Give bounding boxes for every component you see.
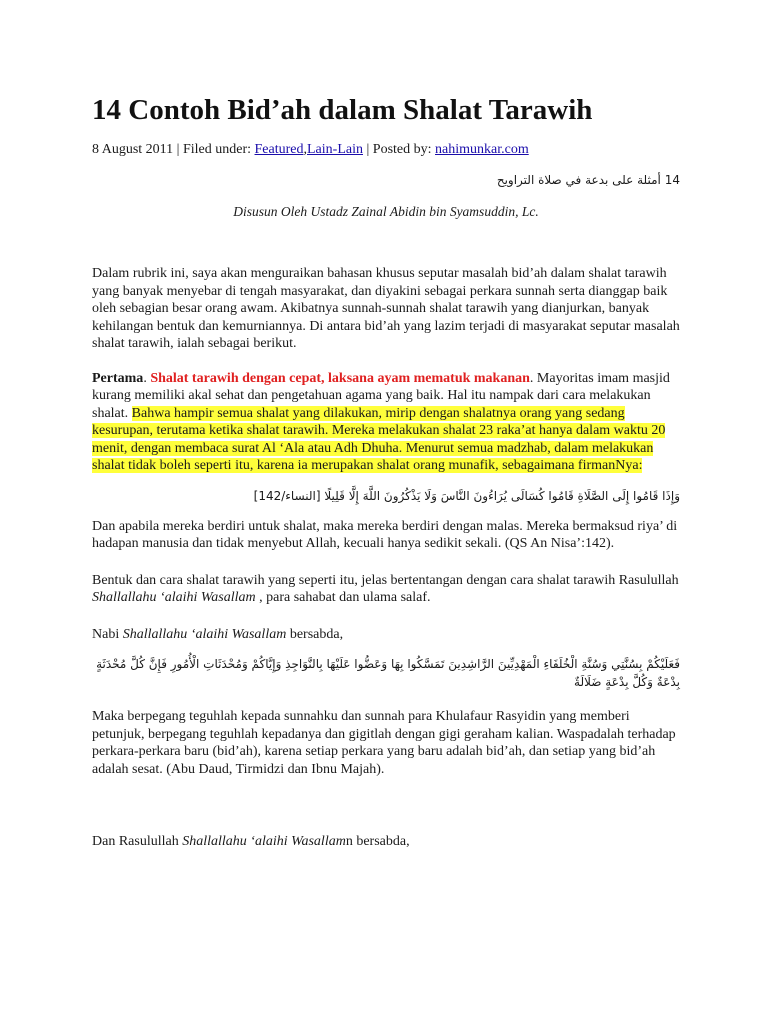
category-link-lain-lain[interactable]: Lain-Lain [307, 142, 363, 157]
byline: Disusun Oleh Ustadz Zainal Abidin bin Syamsuddin, Lc. [233, 204, 539, 219]
arabic-hadith: فَعَلَيْكُمْ بِسُنَّتِي وَسُنَّةِ الْخُلَفَاءِ الْمَهْدِيِّينَ الرَّاشِدِينَ تَمَسَّكُوا بِهَا وَعَضُّوا عَلَيْهَا بِالنَّوَاجِذِ وَإِيَّاكُمْ وَمُحْدَثَاتِ الْأُمُورِ فَإِنَّ كُلَّ مُحْدَثَةٍ بِدْعَةٌ وَكُلَّ بِدْعَةٍ ضَلَالَةٌ [96, 657, 680, 689]
paragraph-rasulullah [92, 833, 680, 851]
paragraph-translation-verse: Dan apabila mereka berdiri untuk shalat, maka mereka berdiri dengan malas. Mereka bermaksud riya’ di hadapan manusia dan tidak menyebut Allah, kecuali hanya sedikit sekali. (QS An Nisa’:142). [92, 518, 678, 551]
pertama-dot: . [143, 370, 151, 386]
pertama-plain: . Mayoritas imam masjid kurang memiliki akal sehat dan pengetahuan agama yang baik. Hal itu nampak dari cara melakukan shalat. [92, 370, 670, 421]
rasulullah-italic: Shallallahu ‘alaihi Wasallam [182, 834, 346, 849]
pertama-red-heading: Shalat tarawih dengan cepat, laksana ayam mematuk makanan [150, 370, 530, 386]
arabic-title: 14 أمثلة على بدعة في صلاة التراويح [496, 173, 680, 187]
article-meta [92, 141, 680, 159]
rasulullah-after: n bersabda, [345, 834, 410, 849]
bentuk-before: Bentuk dan cara shalat tarawih yang seperti itu, jelas bertentangan dengan cara shalat tarawih Rasulullah [92, 572, 679, 588]
paragraph-nabi [92, 626, 680, 644]
bentuk-italic: Shallallahu ‘alaihi Wasallam [92, 590, 256, 605]
article-title: 14 Contoh Bid’ah dalam Shalat Tarawih [92, 94, 593, 126]
nabi-italic: Shallallahu ‘alaihi Wasallam [122, 626, 287, 642]
category-separator: , [303, 142, 307, 157]
bentuk-after: , para sahabat dan ulama salaf. [255, 590, 431, 605]
author-link[interactable]: nahimunkar.com [435, 142, 529, 157]
paragraph-intro: Dalam rubrik ini, saya akan menguraikan bahasan khusus seputar masalah bid’ah dalam shalat tarawih yang banyak menyebar di tengah masyarakat, dan diyakini sebagai perkara sunnah serta dianggap baik oleh sebagian besar orang awam. Akibatnya sunnah-sunnah shalat tarawih yang dianjurkan, banyak kehilangan bentuk dan kemurniannya. Di antara bid’ah yang lazim terjadi di masyarakat seputar masalah shalat tarawih, ialah sebagai berikut. [92, 266, 680, 351]
category-link-featured[interactable]: Featured [254, 142, 304, 157]
nabi-after: bersabda, [286, 626, 344, 642]
pertama-lead: Pertama [92, 370, 144, 386]
arabic-verse: وَإِذَا قَامُوا إِلَى الصَّلَاةِ قَامُوا كُسَالَى يُرَاءُونَ النَّاسَ وَلَا يَذْكُرُونَ اللَّهَ إِلَّا قَلِيلًا [النساء/142] [253, 488, 680, 503]
post-date: 8 August 2011 [92, 142, 174, 157]
pertama-highlight: Bahwa hampir semua shalat yang dilakukan, mirip dengan shalatnya orang yang sedang kesurupan, terutama ketika shalat tarawih. Mereka melakukan shalat 23 raka’at hanya dalam waktu 20 menit, dengan membaca surat Al ‘Ala atau Adh Dhuha. Menurut semua madzhab, dalam melakukan shalat tidak boleh seperti itu, karena ia merupakan shalat orang munafik, sebagaimana firmanNya: [92, 405, 666, 473]
article [92, 92, 680, 851]
paragraph-translation-hadith: Maka berpegang teguhlah kepada sunnahku dan sunnah para Khulafaur Rasyidin yang memberi petunjuk, berpegang teguhlah kepadanya dan gigitlah dengan gigi geraham kalian. Waspadalah terhadap perkara-perkara baru (bid’ah), karena setiap perkara yang baru adalah bid’ah, dan setiap yang bid’ah adalah sesat. (Abu Daud, Tirmidzi dan Ibnu Majah). [92, 709, 676, 777]
filed-under-label: | Filed under: [173, 142, 255, 157]
paragraph-bentuk [92, 572, 680, 607]
paragraph-pertama [92, 370, 680, 475]
rasulullah-before: Dan Rasulullah [92, 834, 183, 849]
posted-by-label: | Posted by: [362, 142, 436, 157]
nabi-before: Nabi [92, 626, 123, 642]
